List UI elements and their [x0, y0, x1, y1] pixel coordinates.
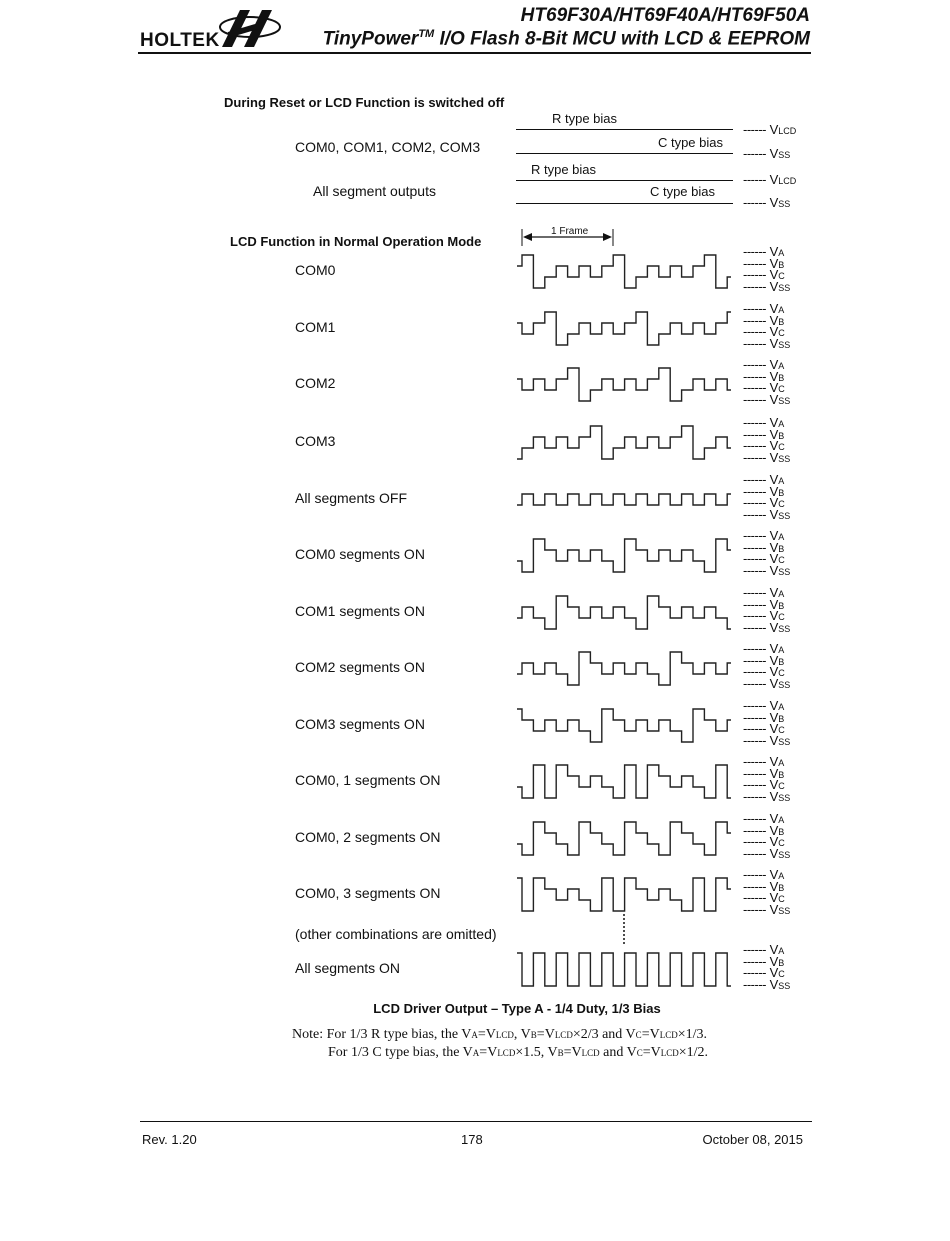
note-text: =V: [536, 1027, 555, 1042]
legend-v: V: [769, 483, 779, 499]
legend-dash: ------: [743, 878, 766, 894]
legend-sub: C: [778, 442, 785, 453]
legend-dash: ------: [743, 562, 766, 578]
legend-dash: ------: [743, 244, 766, 259]
legend-sub: B: [778, 957, 785, 968]
reset-heading: During Reset or LCD Function is switched off: [224, 95, 505, 110]
legend-dash: ------: [743, 965, 766, 981]
legend-dash: ------: [743, 146, 766, 161]
note-text: =V: [477, 1027, 496, 1042]
legend-sub: B: [778, 316, 785, 327]
note-text: =V: [642, 1045, 661, 1060]
waveform-label: COM3 segments ON: [295, 716, 425, 732]
legend-v: V: [769, 878, 779, 894]
legend-sub: LCD: [778, 126, 797, 136]
legend-sub: A: [778, 361, 785, 371]
note-text: ×1/3.: [677, 1027, 707, 1042]
legend-sub: A: [778, 532, 785, 542]
figure-caption: LCD Driver Output – Type A - 1/4 Duty, 1/3 Bias: [373, 1001, 661, 1016]
legend-v: V: [769, 675, 779, 691]
waveform-label: COM0: [295, 262, 336, 278]
note-text: and V: [599, 1045, 637, 1060]
legend-v: V: [769, 965, 779, 981]
legend-v: V: [769, 890, 779, 906]
legend-v: V: [769, 652, 779, 668]
note-text: , V: [513, 1027, 531, 1042]
legend-v: V: [769, 335, 779, 351]
legend-v: V: [769, 551, 779, 567]
legend-dash: ------: [743, 335, 766, 351]
legend-v: V: [769, 822, 779, 838]
legend-sub: SS: [778, 849, 791, 860]
note-text: ×1.5, V: [515, 1045, 558, 1060]
legend-v: V: [769, 596, 779, 612]
legend-dash: ------: [743, 324, 766, 340]
legend-v: V: [769, 562, 779, 578]
note-text: =V: [641, 1027, 660, 1042]
legend-dash: ------: [743, 709, 766, 725]
legend-v: V: [769, 278, 779, 294]
legend-v: V: [769, 495, 779, 511]
legend-sub: C: [778, 781, 785, 792]
waveform-com2-segments-on: [517, 652, 731, 685]
frame-label: 1 Frame: [551, 226, 589, 237]
legend-v: V: [769, 834, 779, 850]
legend-v: V: [769, 506, 779, 522]
legend-dash: ------: [743, 953, 766, 969]
legend-sub: A: [778, 645, 785, 655]
legend-dash: ------: [743, 301, 766, 316]
legend-sub: C: [778, 612, 785, 623]
waveform-com0-3-segments-on: [517, 878, 731, 911]
note-subscript: LCD: [497, 1048, 516, 1058]
legend-sub: C: [778, 668, 785, 679]
legend-sub: B: [778, 882, 785, 893]
normal-heading: LCD Function in Normal Operation Mode: [230, 234, 482, 249]
legend-sub: A: [778, 589, 785, 599]
legend-dash: ------: [743, 664, 766, 680]
legend-sub: C: [778, 969, 785, 980]
waveform-label: COM1 segments ON: [295, 603, 425, 619]
legend-dash: ------: [743, 732, 766, 748]
note-subscript: C: [636, 1048, 643, 1058]
legend-dash: ------: [743, 495, 766, 511]
legend-sub: SS: [778, 282, 791, 293]
legend-dash: ------: [743, 652, 766, 668]
legend-dash: ------: [743, 845, 766, 861]
legend-v: V: [769, 811, 779, 826]
legend-dash: ------: [743, 867, 766, 882]
legend-v: V: [769, 709, 779, 725]
legend-dash: ------: [743, 172, 766, 187]
legend-v: V: [769, 312, 779, 328]
legend-v: V: [769, 244, 779, 259]
legend-sub: A: [778, 476, 785, 486]
note-text: ×2/3 and V: [572, 1027, 636, 1042]
waveform-label: COM0, 1 segments ON: [295, 772, 441, 788]
legend-dash: ------: [743, 551, 766, 567]
legend-dash: ------: [743, 506, 766, 522]
legend-dash: ------: [743, 901, 766, 917]
legend-sub: A: [778, 815, 785, 825]
legend-v: V: [769, 664, 779, 680]
legend-v: V: [769, 472, 779, 487]
legend-sub: SS: [778, 980, 791, 991]
waveform-all-segments-off: [517, 494, 731, 505]
note-subscript: A: [471, 1030, 478, 1040]
legend-sub: A: [778, 702, 785, 712]
legend-v: V: [769, 788, 779, 804]
legend-dash: ------: [743, 765, 766, 781]
legend-dash: ------: [743, 255, 766, 271]
waveform-label: COM2: [295, 375, 336, 391]
legend-dash: ------: [743, 585, 766, 600]
legend-dash: ------: [743, 312, 766, 328]
waveform-com2: [517, 368, 731, 401]
doc-title-line1: HT69F30A/HT69F40A/HT69F50A: [520, 5, 810, 26]
note-text: =V: [563, 1045, 582, 1060]
legend-dash: ------: [743, 641, 766, 656]
legend-v: V: [769, 976, 779, 992]
legend-v: V: [769, 539, 779, 555]
legend-v: V: [769, 380, 779, 396]
waveform-com0-segments-on: [517, 539, 731, 572]
legend-v: V: [769, 754, 779, 769]
revision: Rev. 1.20: [142, 1132, 197, 1147]
note-subscript: LCD: [660, 1048, 679, 1058]
legend-sub: SS: [778, 150, 791, 160]
legend-v: V: [769, 267, 779, 283]
com-c-bias-label: C type bias: [657, 135, 723, 150]
legend-v: V: [769, 122, 779, 137]
title-rest: I/O Flash 8-Bit MCU with LCD & EEPROM: [434, 28, 810, 50]
waveform-com0-2-segments-on: [517, 822, 731, 855]
seg-c-bias-label: C type bias: [649, 184, 715, 199]
legend-dash: ------: [743, 438, 766, 454]
legend-sub: C: [778, 384, 785, 395]
legend-dash: ------: [743, 122, 766, 137]
note-subscript: B: [530, 1030, 537, 1040]
waveform-label: COM0 segments ON: [295, 546, 425, 562]
legend-dash: ------: [743, 811, 766, 826]
reset-com-label: COM0, COM1, COM2, COM3: [295, 139, 481, 155]
legend-sub: SS: [778, 339, 791, 350]
note-text: =V: [479, 1045, 498, 1060]
waveform-label: All segments OFF: [295, 490, 408, 506]
note-subscript: LCD: [495, 1030, 514, 1040]
note-subscript: A: [472, 1048, 480, 1058]
legend-dash: ------: [743, 357, 766, 372]
legend-sub: B: [778, 713, 785, 724]
legend-dash: ------: [743, 426, 766, 442]
legend-dash: ------: [743, 278, 766, 294]
legend-dash: ------: [743, 976, 766, 992]
legend-dash: ------: [743, 528, 766, 543]
legend-sub: C: [778, 725, 785, 736]
legend-v: V: [769, 942, 779, 957]
legend-v: V: [769, 867, 779, 882]
legend-dash: ------: [743, 391, 766, 407]
legend-sub: SS: [778, 679, 791, 690]
legend-sub: B: [778, 769, 785, 780]
legend-dash: ------: [743, 596, 766, 612]
legend-sub: C: [778, 555, 785, 566]
legend-dash: ------: [743, 380, 766, 396]
legend-dash: ------: [743, 619, 766, 635]
note-subscript: B: [557, 1048, 564, 1058]
legend-sub: C: [778, 838, 785, 849]
legend-dash: ------: [743, 675, 766, 691]
legend-v: V: [769, 585, 779, 600]
waveform-label: COM3: [295, 433, 336, 449]
waveform-com0-1-segments-on: [517, 765, 731, 798]
legend-sub: A: [778, 248, 785, 258]
legend-dash: ------: [743, 788, 766, 804]
legend-v: V: [769, 391, 779, 407]
waveform-com3-segments-on: [517, 709, 731, 742]
legend-sub: B: [778, 656, 785, 667]
legend-dash: ------: [743, 195, 766, 210]
legend-v: V: [769, 301, 779, 316]
legend-sub: A: [778, 946, 785, 956]
legend-dash: ------: [743, 415, 766, 430]
note-line-2: [328, 1045, 708, 1061]
legend-v: V: [769, 528, 779, 543]
legend-dash: ------: [743, 698, 766, 713]
legend-dash: ------: [743, 754, 766, 769]
legend-sub: C: [778, 499, 785, 510]
legend-v: V: [769, 641, 779, 656]
title-product: TinyPower: [322, 28, 419, 50]
legend-sub: A: [778, 305, 785, 315]
legend-sub: B: [778, 487, 785, 498]
waveform-label: COM0, 2 segments ON: [295, 829, 441, 845]
waveform-com1-segments-on: [517, 596, 731, 629]
legend-sub: C: [778, 271, 785, 282]
page-number: 178: [461, 1132, 483, 1147]
waveform-label: COM0, 3 segments ON: [295, 885, 441, 901]
legend-v: V: [769, 845, 779, 861]
legend-v: V: [769, 619, 779, 635]
legend-sub: A: [778, 871, 785, 881]
date: October 08, 2015: [702, 1132, 803, 1147]
legend-sub: SS: [778, 199, 791, 209]
legend-sub: SS: [778, 395, 791, 406]
legend-v: V: [769, 195, 779, 210]
arrow-right-icon: [603, 233, 612, 241]
legend-v: V: [769, 721, 779, 737]
legend-v: V: [769, 449, 779, 465]
legend-v: V: [769, 255, 779, 271]
legend-v: V: [769, 324, 779, 340]
legend-v: V: [769, 765, 779, 781]
legend-sub: A: [778, 758, 785, 768]
legend-v: V: [769, 146, 779, 161]
legend-dash: ------: [743, 368, 766, 384]
waveform-label: All segments ON: [295, 960, 401, 976]
legend-v: V: [769, 953, 779, 969]
seg-r-bias-label: R type bias: [531, 162, 597, 177]
legend-v: V: [769, 777, 779, 793]
legend-sub: SS: [778, 905, 791, 916]
legend-sub: B: [778, 372, 785, 383]
legend-sub: SS: [778, 736, 791, 747]
legend-sub: B: [778, 430, 785, 441]
note-subscript: C: [635, 1030, 642, 1040]
note-subscript: LCD: [554, 1030, 573, 1040]
legend-sub: SS: [778, 566, 791, 577]
legend-v: V: [769, 172, 779, 187]
legend-sub: A: [778, 419, 785, 429]
legend-dash: ------: [743, 539, 766, 555]
legend-dash: ------: [743, 449, 766, 465]
arrow-left-icon: [523, 233, 532, 241]
legend-dash: ------: [743, 834, 766, 850]
footer-rule: [140, 1121, 812, 1122]
note-subscript: LCD: [581, 1048, 600, 1058]
legend-v: V: [769, 415, 779, 430]
trademark: TM: [418, 28, 435, 40]
legend-dash: ------: [743, 890, 766, 906]
legend-sub: SS: [778, 510, 791, 521]
waveform-com0: [517, 255, 731, 288]
legend-v: V: [769, 901, 779, 917]
legend-dash: ------: [743, 721, 766, 737]
logo-text: HOLTEK: [140, 30, 220, 51]
legend-dash: ------: [743, 267, 766, 283]
legend-dash: ------: [743, 942, 766, 957]
legend-dash: ------: [743, 608, 766, 624]
note-text: For 1/3 C type bias, the V: [328, 1045, 473, 1060]
reset-seg-label: All segment outputs: [313, 183, 436, 199]
com-r-bias-label: R type bias: [552, 111, 618, 126]
waveform-label: COM1: [295, 319, 336, 335]
legend-sub: B: [778, 826, 785, 837]
legend-v: V: [769, 732, 779, 748]
legend-sub: B: [778, 600, 785, 611]
legend-dash: ------: [743, 472, 766, 487]
legend-v: V: [769, 608, 779, 624]
waveform-com1: [517, 312, 731, 345]
legend-v: V: [769, 426, 779, 442]
omitted-note: (other combinations are omitted): [295, 926, 497, 942]
legend-v: V: [769, 698, 779, 713]
note-subscript: LCD: [659, 1030, 678, 1040]
legend-v: V: [769, 438, 779, 454]
legend-dash: ------: [743, 483, 766, 499]
legend-dash: ------: [743, 777, 766, 793]
legend-v: V: [769, 357, 779, 372]
legend-sub: SS: [778, 623, 791, 634]
waveform-all-segments-on: [517, 953, 731, 986]
note-text: Note: For 1/3 R type bias, the V: [292, 1027, 472, 1042]
legend-sub: LCD: [778, 176, 797, 186]
legend-dash: ------: [743, 822, 766, 838]
note-line-1: [292, 1027, 707, 1043]
legend-sub: C: [778, 894, 785, 905]
legend-v: V: [769, 368, 779, 384]
waveform-label: COM2 segments ON: [295, 659, 425, 675]
waveform-com3: [517, 426, 731, 459]
legend-sub: B: [778, 543, 785, 554]
note-text: ×1/2.: [678, 1045, 709, 1060]
legend-sub: B: [778, 259, 785, 270]
legend-sub: SS: [778, 453, 791, 464]
legend-sub: C: [778, 328, 785, 339]
legend-sub: SS: [778, 792, 791, 803]
